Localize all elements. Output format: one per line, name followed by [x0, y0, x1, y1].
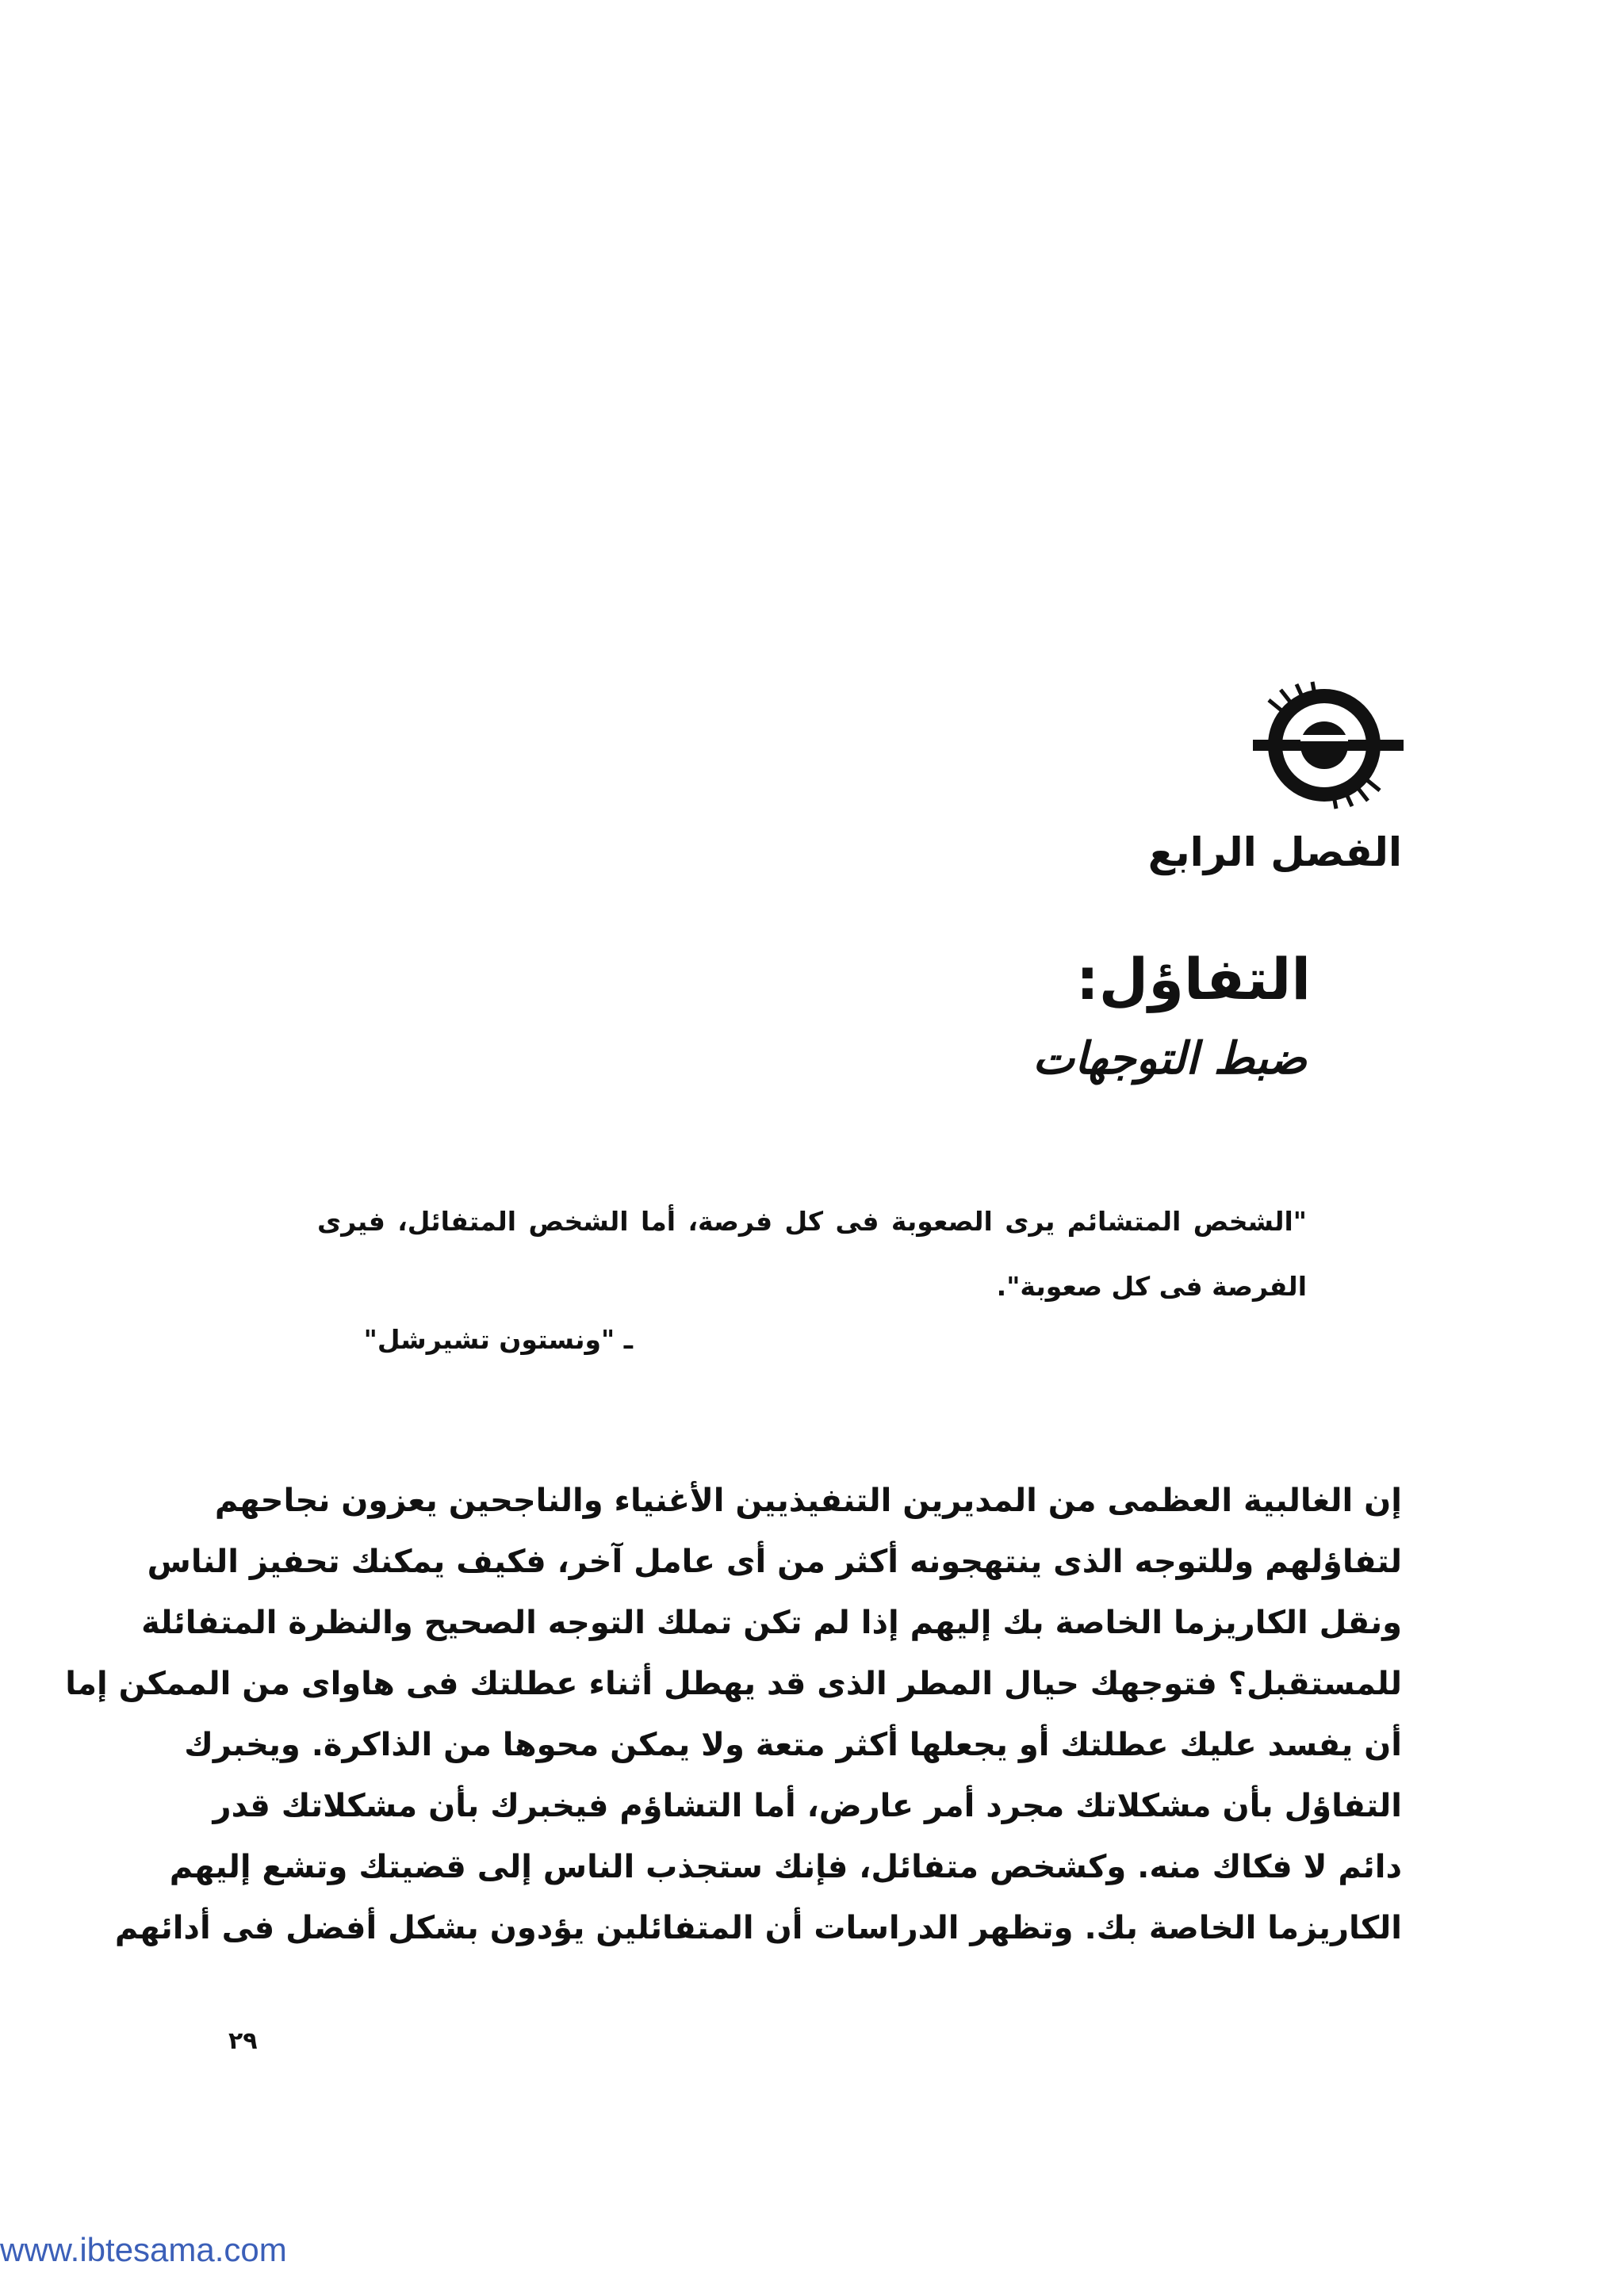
chapter-title: التفاؤل: [1076, 946, 1311, 1012]
body-line: أن يفسد عليك عطلتك أو يجعلها أكثر متعة ولا يمكن محوها من الذاكرة. ويخبرك [184, 1727, 1402, 1763]
chapter-label: الفصل الرابع [1147, 829, 1402, 875]
body-line: ونقل الكاريزما الخاصة بك إليهم إذا لم تكن تملك التوجه الصحيح والنظرة المتفائلة [141, 1605, 1402, 1641]
body-line: إن الغالبية العظمى من المديرين التنفيذيين الأغنياء والناجحين يعزون نجاحهم [214, 1483, 1402, 1519]
epigraph-quote: "الشخص المتشائم يرى الصعوبة فى كل فرصة، أما الشخص المتفائل، فيرى الفرصة فى كل صعوبة". [317, 1206, 1307, 1302]
body-line: دائم لا فكاك منه. وكشخص متفائل، فإنك ستجذب الناس إلى قضيتك وتشع إليهم [169, 1849, 1402, 1885]
body-line: الكاريزما الخاصة بك. وتظهر الدراسات أن المتفائلين يؤدون بشكل أفضل فى أدائهم [114, 1910, 1402, 1946]
chapter-emblem-icon [1237, 678, 1411, 813]
page-number: ٢٩ [228, 2027, 258, 2055]
body-paragraph [65, 1471, 1402, 1959]
body-line: التفاؤل بأن مشكلاتك مجرد أمر عارض، أما التشاؤم فيخبرك بأن مشكلاتك قدر [213, 1788, 1402, 1824]
epigraph-attribution: ـ "ونستون تشيرشل" [363, 1324, 633, 1355]
chapter-subtitle: ضبط التوجهات [1032, 1032, 1307, 1085]
body-line: لتفاؤلهم وللتوجه الذى ينتهجونه أكثر من أى عامل آخر، فكيف يمكنك تحفيز الناس [147, 1544, 1402, 1580]
body-line: للمستقبل؟ فتوجهك حيال المطر الذى قد يهطل أثناء عطلتك فى هاواى من الممكن إما [65, 1666, 1402, 1702]
watermark-link[interactable]: www.ibtesama.com [0, 2231, 287, 2268]
